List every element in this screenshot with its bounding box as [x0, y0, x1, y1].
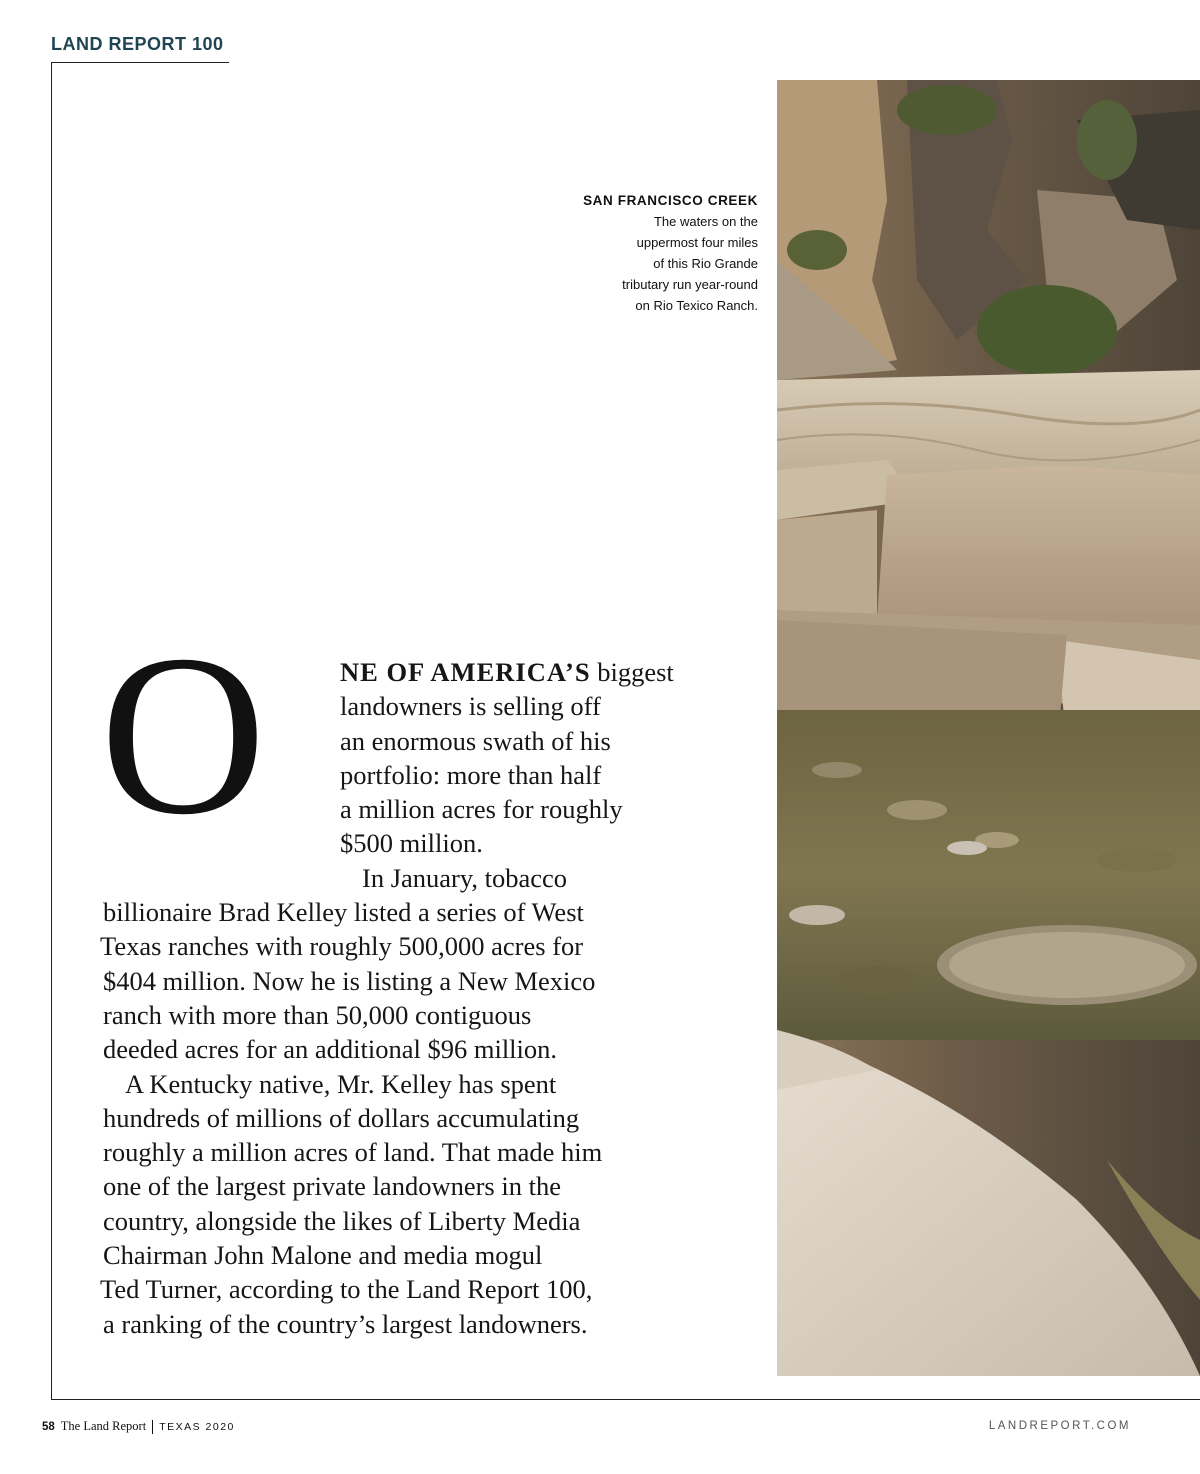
website-url: LANDREPORT.COM — [988, 1420, 1131, 1432]
publication-name: The Land Report — [60, 1419, 147, 1433]
article-line: landowners is selling off — [340, 691, 601, 722]
caption-line: The waters on the — [653, 214, 758, 229]
creek-photo — [777, 80, 1200, 1376]
article-line: country, alongside the likes of Liberty Media — [103, 1205, 581, 1236]
article-line: roughly a million acres of land. That made him — [103, 1137, 603, 1168]
caption-line: of this Rio Grande — [653, 256, 758, 271]
article-line: a ranking of the country’s largest landowners. — [103, 1308, 588, 1339]
article-line: Chairman John Malone and media mogul — [103, 1240, 543, 1271]
article-line: portfolio: more than half — [340, 759, 602, 790]
caption-line: on Rio Texico Ranch. — [635, 298, 758, 313]
drop-cap: O — [100, 607, 267, 862]
lead-smallcaps: NE OF AMERICA’S — [340, 657, 591, 687]
article-line: ranch with more than 50,000 contiguous — [103, 999, 532, 1030]
footer-divider — [152, 1420, 153, 1434]
article-line: a million acres for roughly — [340, 794, 623, 825]
issue-label: TEXAS 2020 — [159, 1420, 235, 1433]
caption-line: tributary run year-round — [622, 277, 758, 292]
section-label: LAND REPORT 100 — [51, 34, 224, 54]
article-line: In January, tobacco — [362, 862, 568, 893]
caption-title: SAN FRANCISCO CREEK — [583, 193, 758, 208]
page-number: 58 — [42, 1420, 55, 1433]
article-line: A Kentucky native, Mr. Kelley has spent — [125, 1068, 557, 1099]
article-line: Ted Turner, according to the Land Report 100, — [100, 1274, 593, 1305]
frame-bottom-rule — [51, 1399, 1200, 1400]
article-line: hundreds of millions of dollars accumulating — [103, 1102, 580, 1133]
photo-caption — [538, 190, 758, 316]
caption-line: uppermost four miles — [636, 235, 758, 250]
article-line: Texas ranches with roughly 500,000 acres for — [100, 931, 584, 962]
article-line: an enormous swath of his — [340, 725, 611, 756]
article-line — [100, 655, 674, 689]
article-line: deeded acres for an additional $96 million. — [103, 1034, 558, 1065]
section-label-rule — [51, 62, 229, 63]
article-body — [100, 655, 674, 1341]
frame-left-rule — [51, 62, 52, 1400]
article-line: $404 million. Now he is listing a New Mexico — [103, 965, 596, 996]
article-line: one of the largest private landowners in the — [103, 1171, 561, 1202]
article-line: $500 million. — [340, 828, 483, 859]
page-footer — [42, 1419, 235, 1434]
article-line: billionaire Brad Kelley listed a series of West — [103, 897, 584, 928]
lead-line-rest: biggest — [590, 657, 674, 687]
